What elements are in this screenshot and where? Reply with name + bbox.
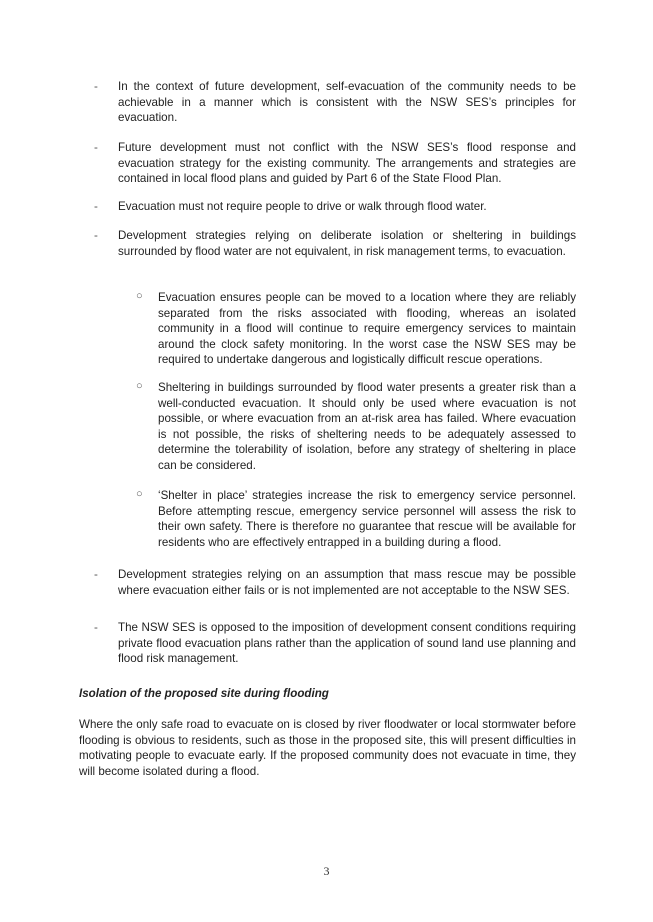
page-number: 3 bbox=[323, 864, 330, 878]
sub-bullet-text: Evacuation ensures people can be moved to a location where they are reliably separated from the risks associated with flooding, whereas an isolated community in a flood will continue to require emergency services to maintain around the clock safety monitoring. In the worst case the NSW SES may be required to undertake dangerous and logistically difficult rescue operations. bbox=[158, 291, 576, 367]
section-paragraph: Where the only safe road to evacuate on is closed by river floodwater or local stormwater before flooding is obvious to residents, such as those in the proposed site, this will present difficulties in motivating people to evacuate early. If the proposed community does not evacuate in time, they will become isolated during a flood. bbox=[79, 718, 576, 778]
bullet-dash: - bbox=[94, 229, 98, 242]
sub-bullet-circle: ○ bbox=[136, 380, 143, 392]
bullet-item bbox=[94, 567, 576, 598]
bullet-dash: - bbox=[94, 200, 98, 213]
sub-bullet-item bbox=[136, 488, 576, 550]
bullet-text: Development strategies relying on deliberate isolation or sheltering in buildings surrounded by flood water are not equivalent, in risk management terms, to evacuation. bbox=[118, 229, 576, 258]
sub-bullet-item bbox=[136, 380, 576, 474]
bullet-text: Future development must not conflict with the NSW SES’s flood response and evacuation strategy for the existing community. The arrangements and strategies are contained in local flood plans and guided by Part 6 of the State Flood Plan. bbox=[118, 141, 576, 186]
bullet-text: The NSW SES is opposed to the imposition of development consent conditions requiring private flood evacuation plans rather than the application of sound land use planning and flood risk management. bbox=[118, 621, 576, 666]
bullet-dash: - bbox=[94, 80, 98, 93]
bullet-dash: - bbox=[94, 141, 98, 154]
bullet-item bbox=[94, 79, 576, 126]
section-heading: Isolation of the proposed site during flooding bbox=[79, 687, 329, 700]
bullet-item bbox=[94, 228, 576, 259]
bullet-item bbox=[94, 620, 576, 667]
sub-bullet-circle: ○ bbox=[136, 290, 143, 302]
bullet-text: In the context of future development, self-evacuation of the community needs to be achievable in a manner which is consistent with the NSW SES’s principles for evacuation. bbox=[118, 80, 576, 125]
bullet-dash: - bbox=[94, 621, 98, 634]
sub-bullet-circle: ○ bbox=[136, 488, 143, 500]
sub-bullet-text: ‘Shelter in place’ strategies increase the risk to emergency service personnel. Before attempting rescue, emergency service personnel will assess the risk to their own safety. There is therefore no guarantee that rescue will be available for residents who are effectively entrapped in a building during a flood. bbox=[158, 489, 576, 549]
bullet-text: Development strategies relying on an assumption that mass rescue may be possible where evacuation either fails or is not implemented are not acceptable to the NSW SES. bbox=[118, 568, 576, 597]
bullet-text: Evacuation must not require people to drive or walk through flood water. bbox=[118, 200, 487, 213]
bullet-dash: - bbox=[94, 568, 98, 581]
sub-bullet-text: Sheltering in buildings surrounded by flood water presents a greater risk than a well-conducted evacuation. It should only be used where evacuation is not possible, or where evacuation from an at-risk area has failed. Where evacuation is not possible, the risks of sheltering needs to be adequately assessed to determine the tolerability of isolation, before any strategy of sheltering in place can be considered. bbox=[158, 381, 576, 472]
bullet-item bbox=[94, 140, 576, 187]
sub-bullet-item bbox=[136, 290, 576, 368]
bullet-item bbox=[94, 199, 576, 215]
